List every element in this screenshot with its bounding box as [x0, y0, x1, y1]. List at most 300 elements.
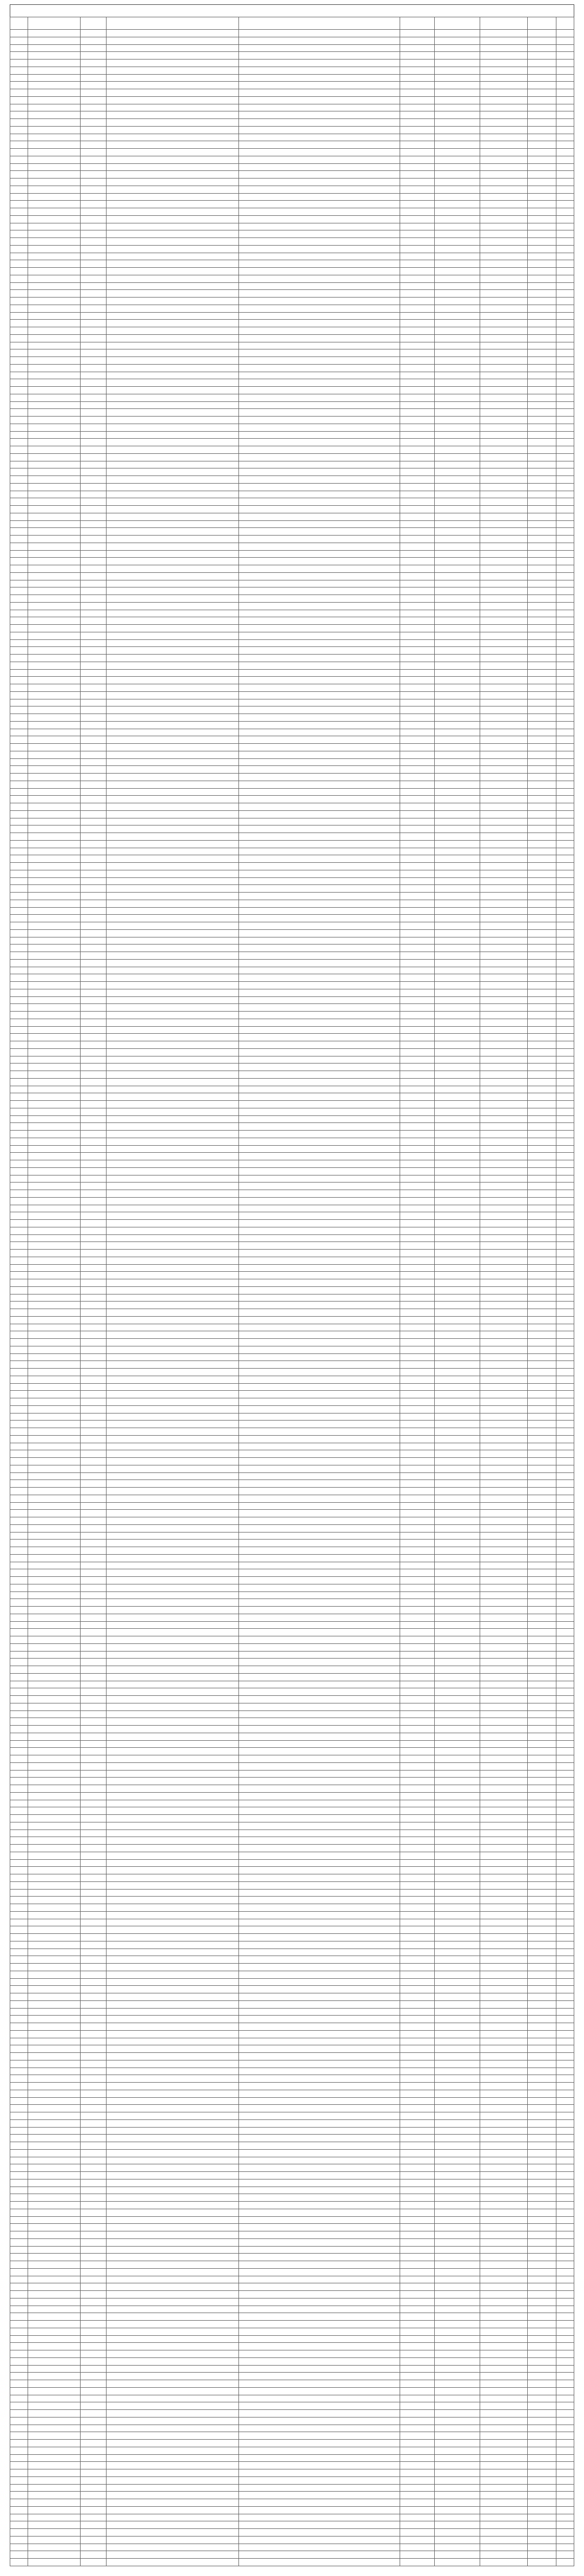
cell-sub-chain	[480, 610, 528, 617]
cell-industry-chain	[435, 2321, 480, 2328]
cell-platform-level	[81, 1510, 107, 1517]
cell-host-unit	[239, 1703, 400, 1710]
cell-index	[10, 1465, 28, 1472]
cell-year	[556, 290, 574, 298]
table-row	[10, 1599, 574, 1607]
cell-year	[556, 2283, 574, 2291]
cell-industry-chain	[435, 1480, 480, 1488]
cell-platform-level	[81, 1450, 107, 1458]
cell-index	[10, 893, 28, 900]
cell-year	[556, 60, 574, 67]
cell-platform-level	[81, 915, 107, 922]
cell-industry-chain	[435, 1346, 480, 1353]
cell-year	[556, 1078, 574, 1086]
cell-industry-chain	[435, 1190, 480, 1198]
cell-index	[10, 2202, 28, 2209]
cell-year	[556, 2276, 574, 2283]
cell-platform-name	[107, 134, 239, 141]
cell-platform-type	[28, 44, 81, 52]
cell-field	[400, 1911, 435, 1919]
cell-index	[10, 2462, 28, 2469]
cell-index	[10, 1190, 28, 1198]
cell-platform-type	[28, 744, 81, 751]
cell-county	[528, 2380, 556, 2388]
cell-sub-chain	[480, 1614, 528, 1621]
cell-county	[528, 2321, 556, 2328]
cell-sub-chain	[480, 818, 528, 825]
cell-platform-name	[107, 2440, 239, 2447]
cell-sub-chain	[480, 1770, 528, 1778]
cell-county	[528, 44, 556, 52]
cell-sub-chain	[480, 111, 528, 119]
cell-platform-level	[81, 706, 107, 714]
cell-platform-name	[107, 60, 239, 67]
cell-platform-level	[81, 714, 107, 722]
cell-platform-level	[81, 1131, 107, 1138]
table-row	[10, 1874, 574, 1882]
table-row	[10, 1941, 574, 1948]
cell-field	[400, 1785, 435, 1793]
cell-platform-type	[28, 230, 81, 238]
cell-sub-chain	[480, 1495, 528, 1502]
cell-field	[400, 349, 435, 357]
cell-platform-level	[81, 208, 107, 216]
cell-county	[528, 774, 556, 781]
cell-county	[528, 1502, 556, 1510]
cell-sub-chain	[480, 714, 528, 722]
cell-county	[528, 1607, 556, 1614]
cell-year	[556, 1800, 574, 1807]
cell-platform-name	[107, 208, 239, 216]
cell-platform-name	[107, 781, 239, 788]
cell-platform-name	[107, 89, 239, 97]
cell-platform-name	[107, 1108, 239, 1115]
cell-platform-level	[81, 2291, 107, 2298]
cell-platform-type	[28, 1726, 81, 1733]
cell-county	[528, 2030, 556, 2038]
table-row	[10, 387, 574, 394]
cell-platform-name	[107, 1160, 239, 1168]
cell-year	[556, 1911, 574, 1919]
table-row	[10, 1458, 574, 1465]
table-row	[10, 893, 574, 900]
cell-county	[528, 1101, 556, 1108]
cell-county	[528, 1316, 556, 1324]
cell-platform-level	[81, 1897, 107, 1904]
cell-year	[556, 602, 574, 610]
document-title	[10, 4, 574, 17]
table-row	[10, 74, 574, 82]
cell-platform-level	[81, 2008, 107, 2016]
cell-platform-name	[107, 1643, 239, 1651]
table-row	[10, 2536, 574, 2544]
cell-platform-name	[107, 677, 239, 684]
cell-platform-level	[81, 1874, 107, 1882]
cell-platform-level	[81, 766, 107, 774]
cell-county	[528, 1993, 556, 2001]
cell-platform-name	[107, 803, 239, 811]
cell-platform-type	[28, 1391, 81, 1398]
cell-industry-chain	[435, 1153, 480, 1160]
cell-index	[10, 379, 28, 387]
cell-host-unit	[239, 2387, 400, 2395]
cell-host-unit	[239, 580, 400, 587]
cell-platform-level	[81, 357, 107, 365]
table-row	[10, 952, 574, 960]
cell-field	[400, 1778, 435, 1785]
cell-host-unit	[239, 870, 400, 877]
cell-county	[528, 632, 556, 639]
cell-sub-chain	[480, 1257, 528, 1264]
cell-sub-chain	[480, 1688, 528, 1696]
cell-sub-chain	[480, 2060, 528, 2068]
table-row	[10, 1019, 574, 1026]
cell-county	[528, 2506, 556, 2514]
cell-field	[400, 952, 435, 960]
cell-platform-type	[28, 409, 81, 417]
cell-platform-name	[107, 1837, 239, 1845]
cell-platform-type	[28, 781, 81, 788]
cell-host-unit	[239, 1993, 400, 2001]
cell-index	[10, 1517, 28, 1525]
cell-platform-type	[28, 1510, 81, 1517]
cell-year	[556, 96, 574, 104]
cell-county	[528, 2499, 556, 2507]
cell-county	[528, 2551, 556, 2559]
cell-county	[528, 2060, 556, 2068]
cell-year	[556, 2261, 574, 2269]
cell-sub-chain	[480, 37, 528, 44]
cell-field	[400, 96, 435, 104]
cell-field	[400, 1175, 435, 1183]
table-row	[10, 625, 574, 632]
cell-index	[10, 2135, 28, 2142]
cell-platform-type	[28, 1012, 81, 1019]
cell-platform-level	[81, 60, 107, 67]
cell-industry-chain	[435, 491, 480, 498]
cell-index	[10, 1115, 28, 1123]
table-row	[10, 1212, 574, 1220]
cell-host-unit	[239, 788, 400, 796]
cell-platform-name	[107, 334, 239, 342]
cell-county	[528, 1443, 556, 1450]
cell-platform-type	[28, 1443, 81, 1450]
cell-host-unit	[239, 1376, 400, 1383]
cell-field	[400, 1666, 435, 1674]
table-row	[10, 1845, 574, 1852]
cell-host-unit	[239, 275, 400, 282]
cell-index	[10, 825, 28, 833]
cell-platform-type	[28, 1071, 81, 1079]
cell-index	[10, 1078, 28, 1086]
cell-host-unit	[239, 2016, 400, 2023]
cell-platform-type	[28, 134, 81, 141]
cell-platform-name	[107, 840, 239, 848]
cell-field	[400, 2425, 435, 2432]
cell-county	[528, 1956, 556, 1964]
cell-county	[528, 1004, 556, 1012]
cell-sub-chain	[480, 2224, 528, 2231]
cell-sub-chain	[480, 1145, 528, 1153]
cell-year	[556, 223, 574, 230]
cell-sub-chain	[480, 952, 528, 960]
cell-county	[528, 929, 556, 937]
cell-field	[400, 580, 435, 587]
cell-year	[556, 893, 574, 900]
cell-platform-level	[81, 2023, 107, 2031]
cell-field	[400, 2157, 435, 2164]
cell-index	[10, 312, 28, 320]
cell-industry-chain	[435, 260, 480, 268]
table-row	[10, 223, 574, 230]
cell-sub-chain	[480, 126, 528, 134]
cell-year	[556, 2387, 574, 2395]
cell-county	[528, 156, 556, 163]
cell-platform-level	[81, 1993, 107, 2001]
cell-county	[528, 1852, 556, 1859]
cell-host-unit	[239, 721, 400, 729]
table-row	[10, 1138, 574, 1145]
cell-host-unit	[239, 2380, 400, 2388]
cell-host-unit	[239, 2447, 400, 2454]
cell-industry-chain	[435, 1257, 480, 1264]
cell-platform-type	[28, 1034, 81, 1041]
cell-sub-chain	[480, 1919, 528, 1926]
cell-host-unit	[239, 1696, 400, 1703]
cell-host-unit	[239, 1621, 400, 1629]
cell-field	[400, 959, 435, 967]
cell-industry-chain	[435, 1785, 480, 1793]
cell-platform-type	[28, 2112, 81, 2120]
cell-platform-type	[28, 1911, 81, 1919]
cell-industry-chain	[435, 2254, 480, 2261]
cell-industry-chain	[435, 1019, 480, 1026]
cell-host-unit	[239, 2000, 400, 2008]
table-row	[10, 82, 574, 89]
cell-year	[556, 1346, 574, 1353]
cell-platform-type	[28, 2357, 81, 2365]
cell-platform-type	[28, 2105, 81, 2112]
cell-index	[10, 2246, 28, 2254]
cell-year	[556, 714, 574, 722]
header-field	[400, 17, 435, 30]
cell-platform-level	[81, 1302, 107, 1309]
cell-platform-level	[81, 1383, 107, 1391]
cell-county	[528, 349, 556, 357]
cell-field	[400, 1064, 435, 1071]
cell-sub-chain	[480, 2097, 528, 2105]
cell-year	[556, 1405, 574, 1413]
cell-platform-type	[28, 639, 81, 647]
cell-platform-type	[28, 2440, 81, 2447]
cell-industry-chain	[435, 1435, 480, 1443]
cell-platform-name	[107, 1636, 239, 1644]
cell-county	[528, 1346, 556, 1353]
cell-year	[556, 766, 574, 774]
cell-year	[556, 2462, 574, 2469]
cell-platform-name	[107, 1569, 239, 1577]
cell-industry-chain	[435, 2492, 480, 2499]
table-row	[10, 2321, 574, 2328]
table-row	[10, 1681, 574, 1688]
cell-platform-name	[107, 1718, 239, 1726]
cell-county	[528, 2105, 556, 2112]
cell-platform-name	[107, 714, 239, 722]
cell-host-unit	[239, 1971, 400, 1978]
cell-year	[556, 2008, 574, 2016]
cell-year	[556, 1919, 574, 1926]
cell-index	[10, 2030, 28, 2038]
cell-index	[10, 1480, 28, 1488]
cell-year	[556, 996, 574, 1004]
cell-industry-chain	[435, 572, 480, 580]
cell-platform-type	[28, 691, 81, 699]
cell-platform-level	[81, 543, 107, 550]
cell-year	[556, 461, 574, 468]
cell-sub-chain	[480, 744, 528, 751]
cell-platform-level	[81, 453, 107, 461]
cell-field	[400, 1123, 435, 1131]
cell-year	[556, 751, 574, 758]
cell-field	[400, 149, 435, 156]
cell-county	[528, 855, 556, 863]
cell-industry-chain	[435, 2030, 480, 2038]
cell-year	[556, 1822, 574, 1829]
cell-field	[400, 483, 435, 491]
cell-platform-type	[28, 1562, 81, 1569]
cell-host-unit	[239, 536, 400, 543]
cell-platform-type	[28, 2157, 81, 2164]
cell-index	[10, 1577, 28, 1584]
table-row	[10, 2387, 574, 2395]
cell-field	[400, 1286, 435, 1294]
cell-sub-chain	[480, 1391, 528, 1398]
cell-sub-chain	[480, 2068, 528, 2075]
cell-industry-chain	[435, 1294, 480, 1302]
cell-index	[10, 1405, 28, 1413]
cell-field	[400, 1502, 435, 1510]
cell-industry-chain	[435, 1524, 480, 1532]
cell-platform-level	[81, 1331, 107, 1339]
cell-platform-name	[107, 2008, 239, 2016]
cell-platform-type	[28, 937, 81, 944]
cell-host-unit	[239, 1859, 400, 1867]
cell-host-unit	[239, 1413, 400, 1421]
cell-platform-level	[81, 1748, 107, 1755]
cell-sub-chain	[480, 1993, 528, 2001]
table-row	[10, 134, 574, 141]
cell-index	[10, 2350, 28, 2358]
cell-county	[528, 2357, 556, 2365]
cell-field	[400, 2090, 435, 2097]
cell-index	[10, 855, 28, 863]
cell-platform-name	[107, 483, 239, 491]
cell-industry-chain	[435, 2283, 480, 2291]
cell-industry-chain	[435, 1175, 480, 1183]
cell-field	[400, 1220, 435, 1227]
cell-index	[10, 1004, 28, 1012]
cell-year	[556, 2506, 574, 2514]
cell-host-unit	[239, 1792, 400, 1800]
cell-platform-type	[28, 2551, 81, 2559]
table-row	[10, 2187, 574, 2194]
table-row	[10, 2328, 574, 2335]
cell-host-unit	[239, 1577, 400, 1584]
cell-platform-type	[28, 2187, 81, 2194]
cell-platform-level	[81, 1778, 107, 1785]
cell-sub-chain	[480, 2350, 528, 2358]
cell-platform-level	[81, 1115, 107, 1123]
cell-field	[400, 1852, 435, 1859]
cell-county	[528, 1881, 556, 1889]
cell-index	[10, 1145, 28, 1153]
cell-platform-level	[81, 1264, 107, 1272]
cell-county	[528, 1651, 556, 1659]
cell-index	[10, 476, 28, 484]
table-row	[10, 2224, 574, 2231]
cell-year	[556, 1398, 574, 1406]
cell-county	[528, 1175, 556, 1183]
cell-industry-chain	[435, 1614, 480, 1621]
cell-host-unit	[239, 1510, 400, 1517]
cell-year	[556, 1785, 574, 1793]
cell-year	[556, 1621, 574, 1629]
cell-platform-type	[28, 907, 81, 915]
cell-platform-type	[28, 1964, 81, 1971]
cell-host-unit	[239, 736, 400, 744]
cell-industry-chain	[435, 2194, 480, 2202]
cell-platform-level	[81, 1829, 107, 1837]
cell-platform-name	[107, 268, 239, 275]
cell-platform-level	[81, 1108, 107, 1115]
cell-platform-type	[28, 952, 81, 960]
cell-industry-chain	[435, 669, 480, 677]
cell-platform-level	[81, 1718, 107, 1726]
cell-host-unit	[239, 417, 400, 424]
table-row	[10, 149, 574, 156]
cell-platform-name	[107, 163, 239, 171]
table-row	[10, 788, 574, 796]
cell-platform-level	[81, 721, 107, 729]
cell-county	[528, 461, 556, 468]
cell-sub-chain	[480, 238, 528, 246]
cell-industry-chain	[435, 104, 480, 111]
cell-host-unit	[239, 825, 400, 833]
cell-sub-chain	[480, 1309, 528, 1317]
cell-field	[400, 2387, 435, 2395]
cell-index	[10, 1710, 28, 1718]
cell-year	[556, 1629, 574, 1636]
cell-county	[528, 558, 556, 565]
cell-platform-level	[81, 491, 107, 498]
cell-year	[556, 595, 574, 603]
cell-field	[400, 275, 435, 282]
cell-platform-name	[107, 2045, 239, 2053]
cell-sub-chain	[480, 424, 528, 431]
cell-platform-name	[107, 1659, 239, 1666]
cell-platform-name	[107, 2536, 239, 2544]
cell-index	[10, 870, 28, 877]
cell-index	[10, 1807, 28, 1815]
table-row	[10, 803, 574, 811]
cell-field	[400, 2112, 435, 2120]
table-row	[10, 2164, 574, 2172]
cell-platform-type	[28, 558, 81, 565]
cell-sub-chain	[480, 1272, 528, 1279]
cell-index	[10, 2112, 28, 2120]
table-row	[10, 1904, 574, 1912]
cell-platform-type	[28, 111, 81, 119]
